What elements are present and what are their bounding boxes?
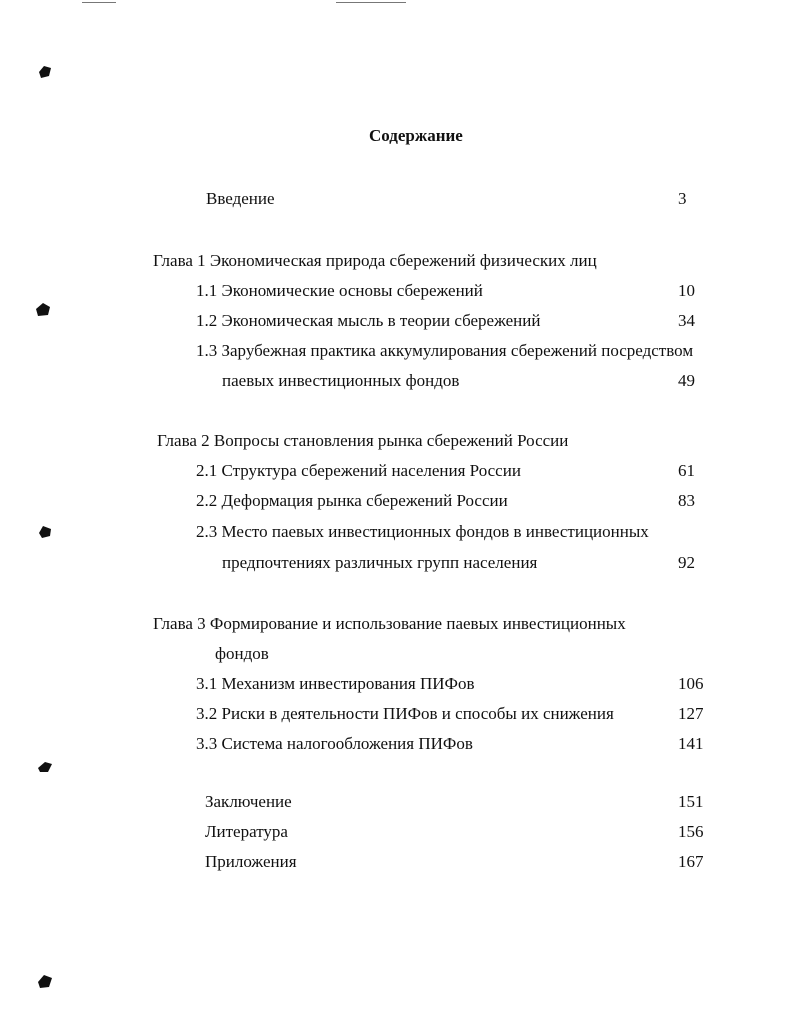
toc-page: 167 <box>678 852 704 871</box>
toc-section: 2.3 Место паевых инвестиционных фондов в инвестиционных <box>196 522 649 541</box>
toc-entry-appendices: Приложения <box>205 852 297 871</box>
scan-artifact-line <box>336 2 406 3</box>
toc-page-intro: 3 <box>678 189 687 208</box>
toc-page: 92 <box>678 553 695 572</box>
chapter-heading: Глава 1 Экономическая природа сбережений физических лиц <box>153 251 597 270</box>
toc-page: 156 <box>678 822 704 841</box>
toc-section: 3.3 Система налогообложения ПИФов <box>196 734 473 753</box>
toc-section-continuation: предпочтениях различных групп населения <box>222 553 538 572</box>
toc-page: 34 <box>678 311 695 330</box>
toc-page: 83 <box>678 491 695 510</box>
toc-section: 2.1 Структура сбережений населения России <box>196 461 521 480</box>
scan-artifact-line <box>82 2 116 3</box>
toc-entry-conclusion: Заключение <box>205 792 292 811</box>
toc-entry-literature: Литература <box>205 822 288 841</box>
toc-section: 1.1 Экономические основы сбережений <box>196 281 483 300</box>
page-title: Содержание <box>369 126 463 145</box>
toc-page: 61 <box>678 461 695 480</box>
toc-page: 106 <box>678 674 704 693</box>
toc-section: 3.1 Механизм инвестирования ПИФов <box>196 674 475 693</box>
toc-page: 151 <box>678 792 704 811</box>
toc-section: 1.3 Зарубежная практика аккумулирования сбережений посредством <box>196 341 694 360</box>
binder-hole-mark <box>36 973 54 991</box>
chapter-heading: Глава 3 Формирование и использование паевых инвестиционных <box>153 614 626 633</box>
toc-page: 49 <box>678 371 695 390</box>
binder-hole-mark <box>34 301 52 319</box>
toc-section: 1.2 Экономическая мысль в теории сбережений <box>196 311 541 330</box>
binder-hole-mark <box>36 63 54 81</box>
chapter-heading: Глава 2 Вопросы становления рынка сбережений России <box>157 431 569 450</box>
toc-page: 141 <box>678 734 704 753</box>
binder-hole-mark <box>36 523 54 541</box>
toc-section: 2.2 Деформация рынка сбережений России <box>196 491 508 510</box>
toc-section-continuation: паевых инвестиционных фондов <box>222 371 460 390</box>
toc-entry-intro: Введение <box>206 189 275 208</box>
chapter-heading-continuation: фондов <box>215 644 269 663</box>
toc-page: 10 <box>678 281 695 300</box>
binder-hole-mark <box>36 759 54 775</box>
toc-section: 3.2 Риски в деятельности ПИФов и способы их снижения <box>196 704 614 723</box>
toc-page: 127 <box>678 704 704 723</box>
